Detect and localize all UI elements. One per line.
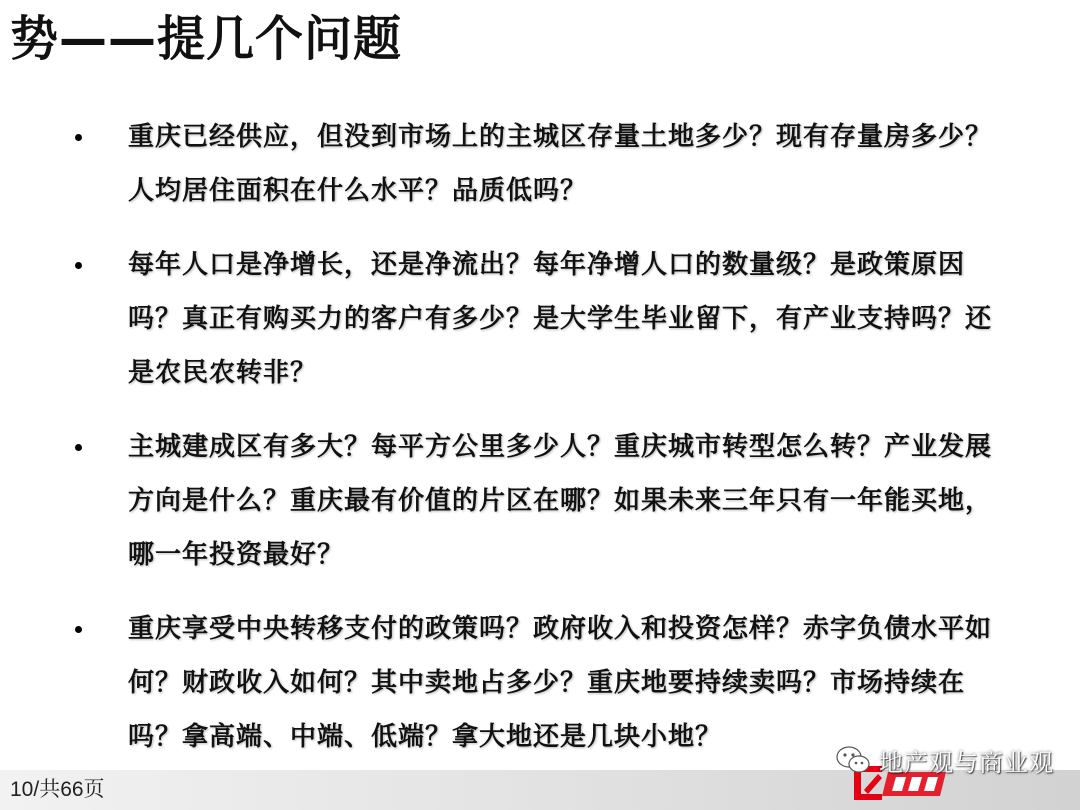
bullet-dot-icon [75, 626, 82, 633]
bullet-dot-icon [75, 444, 82, 451]
bullet-list [68, 110, 1008, 784]
bullet-dot-icon [75, 262, 82, 269]
watermark [835, 738, 1054, 782]
bullet-text: 每年人口是净增长，还是净流出？每年净增人口的数量级？是政策原因吗？真正有购买力的客户有多少？是大学生毕业留下，有产业支持吗？还是农民农转非？ [128, 250, 993, 388]
page-number: 10/共66页 [10, 778, 105, 801]
bullet-text: 重庆享受中央转移支付的政策吗？政府收入和投资怎样？赤字负债水平如何？财政收入如何？其中卖地占多少？重庆地要持续卖吗？市场持续在吗？拿高端、中端、低端？拿大地还是几块小地？ [128, 614, 993, 752]
bullet-item [68, 420, 1008, 582]
watermark-text: 地产观与商业观 [879, 748, 1054, 777]
bullet-item [68, 238, 1008, 400]
bullet-item [68, 110, 1008, 218]
wechat-icon [835, 745, 871, 775]
bullet-text: 主城建成区有多大？每平方公里多少人？重庆城市转型怎么转？产业发展方向是什么？重庆最有价值的片区在哪？如果未来三年只有一年能买地，哪一年投资最好？ [128, 432, 993, 570]
bullet-dot-icon [75, 134, 82, 141]
slide-title: 势——提几个问题 [10, 11, 403, 67]
bullet-text: 重庆已经供应，但没到市场上的主城区存量土地多少？现有存量房多少？人均居住面积在什么水平？品质低吗？ [128, 122, 993, 206]
